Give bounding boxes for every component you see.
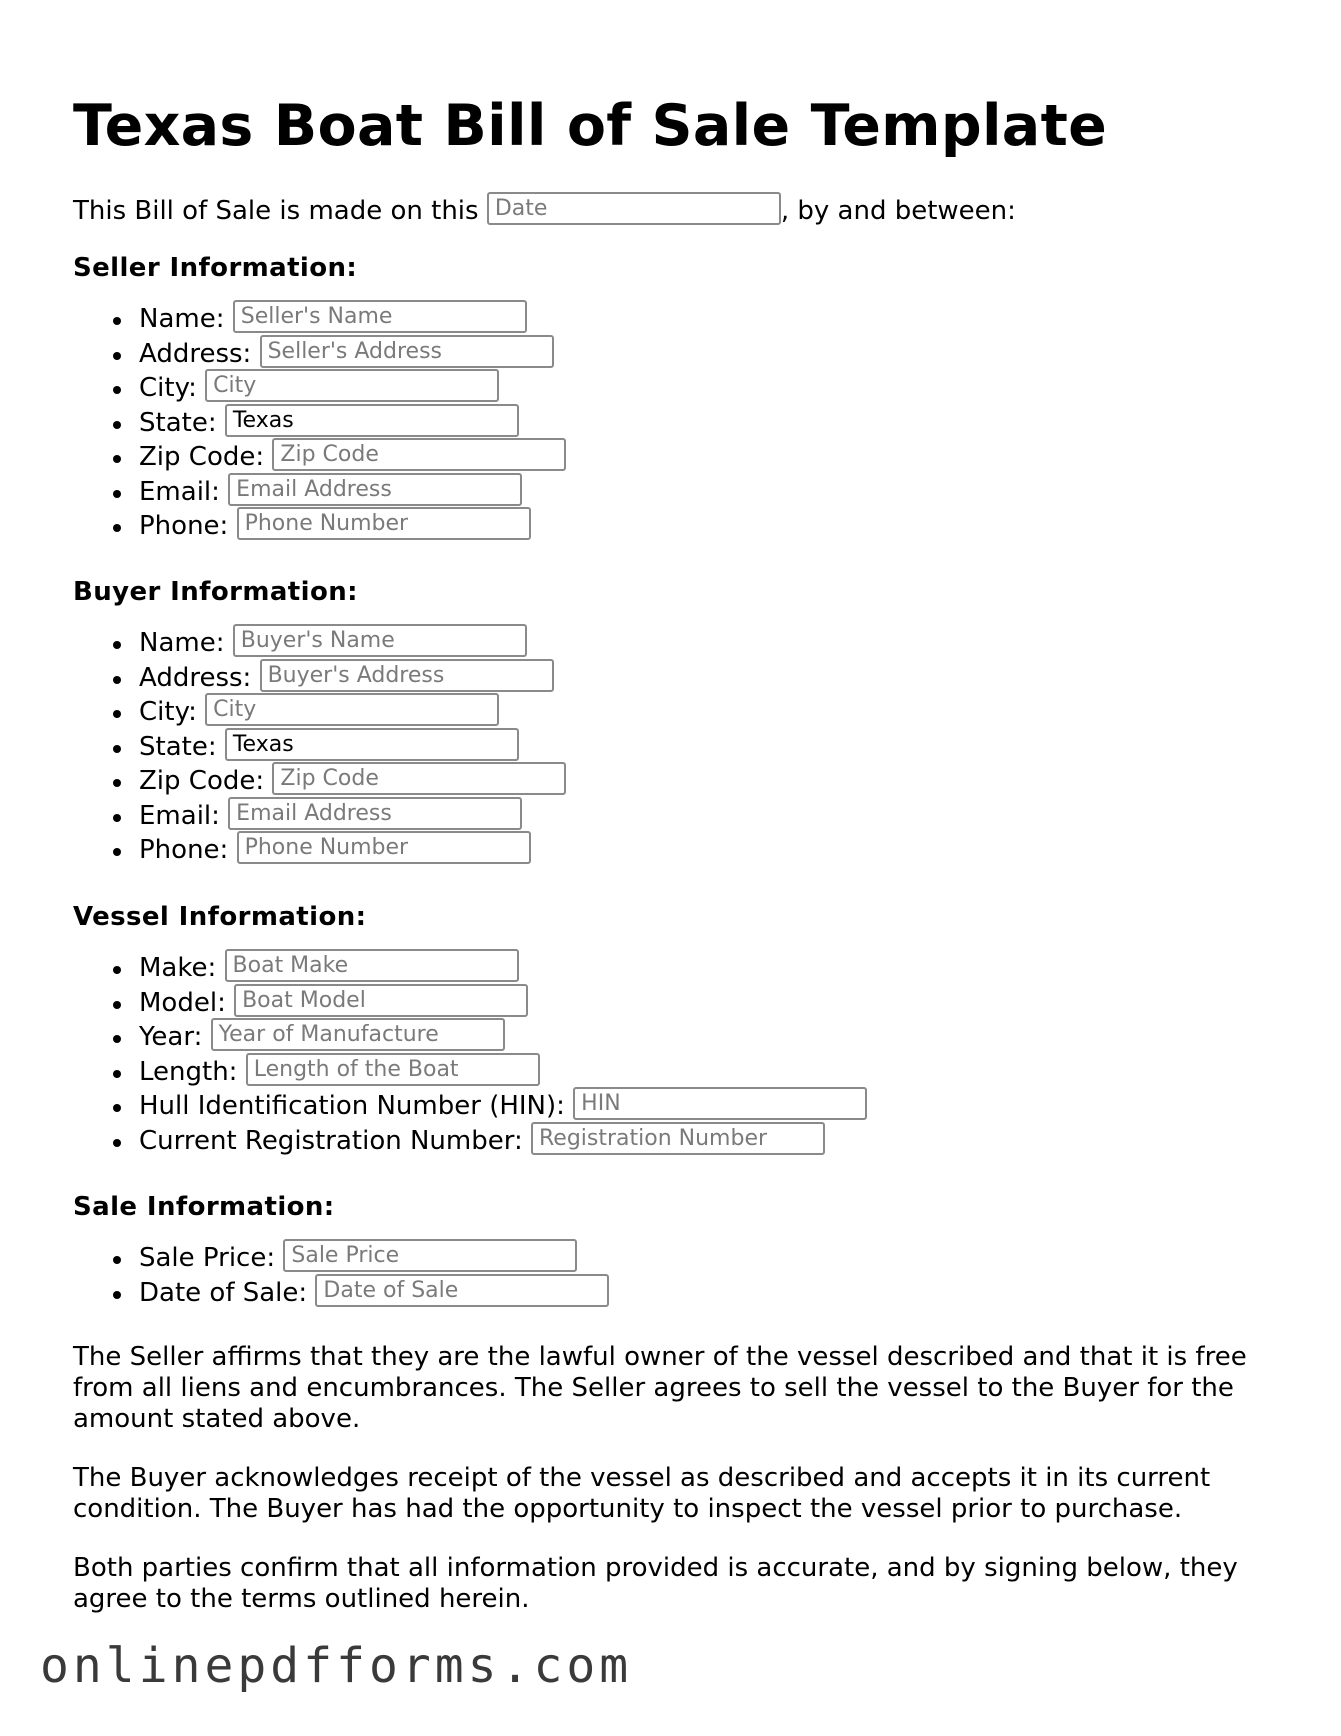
seller-state-label: State: bbox=[139, 407, 217, 438]
seller-name-input[interactable]: Seller's Name bbox=[233, 300, 527, 333]
seller-email-input[interactable]: Email Address bbox=[228, 473, 522, 506]
sale-price-label: Sale Price: bbox=[139, 1243, 276, 1273]
list-item bbox=[73, 833, 566, 868]
list-item bbox=[73, 406, 566, 441]
buyer-acknowledgement-paragraph: The Buyer acknowledges receipt of the vessel as described and accepts it in its current condition. The Buyer has had the opportunity to inspect the vessel prior to purchase. bbox=[73, 1463, 1211, 1524]
seller-address-input[interactable]: Seller's Address bbox=[260, 335, 554, 368]
buyer-heading: Buyer Information: bbox=[73, 577, 358, 607]
vessel-make-label: Make: bbox=[139, 953, 217, 983]
list-item bbox=[73, 1020, 867, 1055]
vessel-registration-input[interactable]: Registration Number bbox=[531, 1122, 825, 1155]
seller-zip-input[interactable]: Zip Code bbox=[272, 438, 566, 471]
buyer-phone-input[interactable]: Phone Number bbox=[237, 831, 531, 864]
buyer-city-input[interactable]: City bbox=[205, 693, 499, 726]
list-item bbox=[73, 475, 566, 510]
buyer-name-input[interactable]: Buyer's Name bbox=[233, 624, 527, 657]
buyer-phone-label: Phone: bbox=[139, 835, 229, 865]
vessel-length-input[interactable]: Length of the Boat bbox=[246, 1053, 540, 1086]
list-item bbox=[73, 764, 566, 799]
list-item bbox=[73, 509, 566, 544]
buyer-section bbox=[73, 574, 566, 868]
buyer-zip-input[interactable]: Zip Code bbox=[272, 762, 566, 795]
page-title: Texas Boat Bill of Sale Template bbox=[73, 93, 1108, 159]
seller-address-label: Address: bbox=[139, 338, 252, 369]
buyer-name-label: Name: bbox=[139, 628, 225, 658]
vessel-make-input[interactable]: Boat Make bbox=[225, 949, 519, 982]
list-item bbox=[73, 371, 566, 406]
intro-text-before: This Bill of Sale is made on this bbox=[73, 196, 487, 226]
seller-state-input[interactable]: Texas bbox=[225, 404, 519, 437]
buyer-zip-label: Zip Code: bbox=[139, 766, 265, 796]
vessel-model-label: Model: bbox=[139, 987, 226, 1018]
list-item bbox=[73, 337, 566, 372]
seller-city-input[interactable]: City bbox=[205, 369, 499, 402]
sale-date-input[interactable]: Date of Sale bbox=[315, 1274, 609, 1307]
vessel-model-input[interactable]: Boat Model bbox=[234, 984, 528, 1017]
list-item bbox=[73, 1055, 867, 1090]
sale-heading: Sale Information: bbox=[73, 1192, 335, 1222]
seller-phone-input[interactable]: Phone Number bbox=[237, 507, 531, 540]
vessel-length-label: Length: bbox=[139, 1056, 238, 1087]
seller-city-label: City: bbox=[139, 373, 197, 403]
intro-line bbox=[73, 193, 1016, 229]
sale-price-input[interactable]: Sale Price bbox=[283, 1239, 577, 1272]
vessel-year-input[interactable]: Year of Manufacture bbox=[211, 1018, 505, 1051]
bill-date-input[interactable]: Date bbox=[487, 192, 781, 225]
list-item bbox=[73, 1276, 609, 1311]
list-item bbox=[73, 951, 867, 986]
seller-fields bbox=[73, 302, 566, 544]
vessel-year-label: Year: bbox=[139, 1022, 203, 1052]
buyer-fields bbox=[73, 626, 566, 868]
list-item bbox=[73, 440, 566, 475]
vessel-heading: Vessel Information: bbox=[73, 902, 367, 932]
list-item bbox=[73, 1124, 867, 1159]
seller-name-label: Name: bbox=[139, 304, 225, 334]
list-item bbox=[73, 626, 566, 661]
seller-zip-label: Zip Code: bbox=[139, 442, 265, 472]
list-item bbox=[73, 302, 566, 337]
list-item bbox=[73, 1089, 867, 1124]
vessel-registration-label: Current Registration Number: bbox=[139, 1125, 523, 1156]
agreement-paragraph: Both parties confirm that all information provided is accurate, and by signing below, they agree to the terms outlined herein. bbox=[73, 1553, 1238, 1614]
list-item bbox=[73, 695, 566, 730]
buyer-email-label: Email: bbox=[139, 800, 220, 831]
list-item bbox=[73, 661, 566, 696]
buyer-email-input[interactable]: Email Address bbox=[228, 797, 522, 830]
buyer-state-label: State: bbox=[139, 731, 217, 762]
vessel-hin-label: Hull Identification Number (HIN): bbox=[139, 1091, 565, 1121]
buyer-address-input[interactable]: Buyer's Address bbox=[260, 659, 554, 692]
seller-section bbox=[73, 250, 566, 544]
seller-heading: Seller Information: bbox=[73, 253, 358, 283]
vessel-hin-input[interactable]: HIN bbox=[573, 1087, 867, 1120]
seller-email-label: Email: bbox=[139, 476, 220, 507]
list-item bbox=[73, 730, 566, 765]
seller-affirmation-paragraph: The Seller affirms that they are the lawful owner of the vessel described and that it is free from all liens and encumbrances. The Seller agrees to sell the vessel to the Buyer for the amount stated above. bbox=[73, 1342, 1247, 1434]
list-item bbox=[73, 799, 566, 834]
buyer-state-input[interactable]: Texas bbox=[225, 728, 519, 761]
sale-fields bbox=[73, 1241, 609, 1310]
buyer-city-label: City: bbox=[139, 697, 197, 727]
list-item bbox=[73, 986, 867, 1021]
list-item bbox=[73, 1241, 609, 1276]
intro-text-after: , by and between: bbox=[780, 196, 1016, 226]
vessel-section bbox=[73, 899, 867, 1158]
buyer-address-label: Address: bbox=[139, 662, 252, 693]
seller-phone-label: Phone: bbox=[139, 511, 229, 541]
vessel-fields bbox=[73, 951, 867, 1158]
site-watermark: onlinepdfforms.com bbox=[40, 1638, 633, 1694]
sale-date-label: Date of Sale: bbox=[139, 1277, 308, 1308]
sale-section bbox=[73, 1189, 609, 1310]
